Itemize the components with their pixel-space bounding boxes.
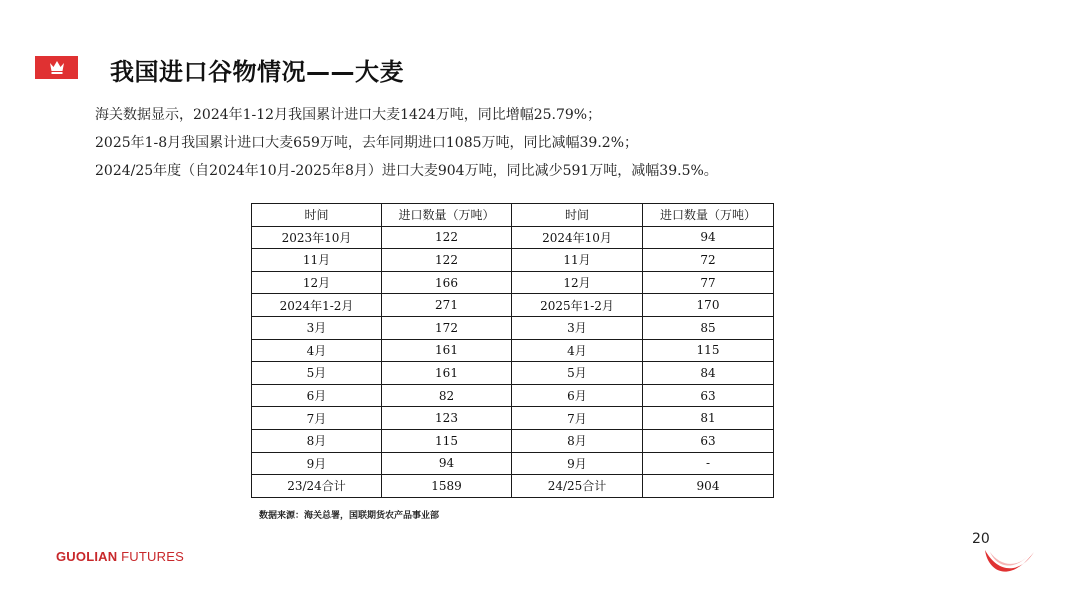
cell-time-curr: 8月 xyxy=(512,429,643,452)
cell-qty-prev: 271 xyxy=(382,294,512,317)
cell-qty-curr: 85 xyxy=(643,316,774,339)
header-qty-prev: 进口数量（万吨） xyxy=(382,204,512,227)
title-badge xyxy=(35,56,78,79)
cell-qty-prev: 94 xyxy=(382,452,512,475)
cell-qty-curr: - xyxy=(643,452,774,475)
table-row xyxy=(252,452,774,475)
cell-qty-prev: 1589 xyxy=(382,475,512,498)
cell-qty-prev: 172 xyxy=(382,316,512,339)
table-row xyxy=(252,384,774,407)
header-time-curr: 时间 xyxy=(512,204,643,227)
table-row xyxy=(252,407,774,430)
table-body xyxy=(252,226,774,497)
table-row xyxy=(252,316,774,339)
table-row xyxy=(252,294,774,317)
cell-time-curr: 12月 xyxy=(512,271,643,294)
cell-time-curr: 9月 xyxy=(512,452,643,475)
cell-time-curr: 7月 xyxy=(512,407,643,430)
summary-text xyxy=(95,101,1055,185)
cell-qty-curr: 904 xyxy=(643,475,774,498)
cell-time-prev: 6月 xyxy=(252,384,382,407)
crown-icon xyxy=(49,59,65,75)
cell-time-prev: 8月 xyxy=(252,429,382,452)
cell-qty-curr: 170 xyxy=(643,294,774,317)
table-row xyxy=(252,475,774,498)
data-source-note: 数据来源：海关总署，国联期货农产品事业部 xyxy=(259,511,440,521)
cell-qty-curr: 63 xyxy=(643,429,774,452)
cell-time-prev: 3月 xyxy=(252,316,382,339)
cell-qty-curr: 81 xyxy=(643,407,774,430)
summary-line-3: 2024/25年度（自2024年10月-2025年8月）进口大麦904万吨，同比减少591万吨，减幅39.5%。 xyxy=(95,163,718,179)
cell-qty-prev: 122 xyxy=(382,249,512,272)
cell-time-curr: 6月 xyxy=(512,384,643,407)
header-time-prev: 时间 xyxy=(252,204,382,227)
cell-time-curr: 4月 xyxy=(512,339,643,362)
cell-time-prev: 12月 xyxy=(252,271,382,294)
table-row xyxy=(252,429,774,452)
cell-time-prev: 2024年1-2月 xyxy=(252,294,382,317)
cell-time-curr: 24/25合计 xyxy=(512,475,643,498)
cell-qty-curr: 94 xyxy=(643,226,774,249)
cell-qty-prev: 122 xyxy=(382,226,512,249)
cell-qty-prev: 166 xyxy=(382,271,512,294)
cell-time-prev: 23/24合计 xyxy=(252,475,382,498)
summary-line-1: 海关数据显示，2024年1-12月我国累计进口大麦1424万吨，同比增幅25.79%； xyxy=(95,107,602,123)
cell-qty-prev: 82 xyxy=(382,384,512,407)
cell-time-curr: 2024年10月 xyxy=(512,226,643,249)
cell-qty-prev: 161 xyxy=(382,339,512,362)
cell-time-prev: 7月 xyxy=(252,407,382,430)
table-header-row xyxy=(252,204,774,227)
cell-qty-prev: 161 xyxy=(382,362,512,385)
table-row xyxy=(252,249,774,272)
cell-qty-curr: 115 xyxy=(643,339,774,362)
cell-time-prev: 11月 xyxy=(252,249,382,272)
table-row xyxy=(252,271,774,294)
cell-qty-curr: 77 xyxy=(643,271,774,294)
cell-qty-curr: 63 xyxy=(643,384,774,407)
cell-qty-curr: 72 xyxy=(643,249,774,272)
cell-time-curr: 11月 xyxy=(512,249,643,272)
cell-time-curr: 5月 xyxy=(512,362,643,385)
header-qty-curr: 进口数量（万吨） xyxy=(643,204,774,227)
cell-time-prev: 4月 xyxy=(252,339,382,362)
page-number: 20 xyxy=(972,531,990,547)
cell-time-curr: 2025年1-2月 xyxy=(512,294,643,317)
table-row xyxy=(252,339,774,362)
summary-line-2: 2025年1-8月我国累计进口大麦659万吨，去年同期进口1085万吨，同比减幅39.2%； xyxy=(95,135,638,151)
brand-name-rest: FUTURES xyxy=(117,549,184,564)
cell-qty-curr: 84 xyxy=(643,362,774,385)
cell-time-prev: 2023年10月 xyxy=(252,226,382,249)
brand-name-bold: GUOLIAN xyxy=(56,549,118,564)
cell-time-prev: 5月 xyxy=(252,362,382,385)
arc-logo-icon xyxy=(982,548,1038,582)
table-row xyxy=(252,362,774,385)
cell-time-curr: 3月 xyxy=(512,316,643,339)
brand-wordmark xyxy=(56,549,184,564)
slide-title: 我国进口谷物情况——大麦 xyxy=(110,58,404,86)
cell-time-prev: 9月 xyxy=(252,452,382,475)
table-row xyxy=(252,226,774,249)
cell-qty-prev: 123 xyxy=(382,407,512,430)
barley-import-table xyxy=(251,203,774,498)
cell-qty-prev: 115 xyxy=(382,429,512,452)
